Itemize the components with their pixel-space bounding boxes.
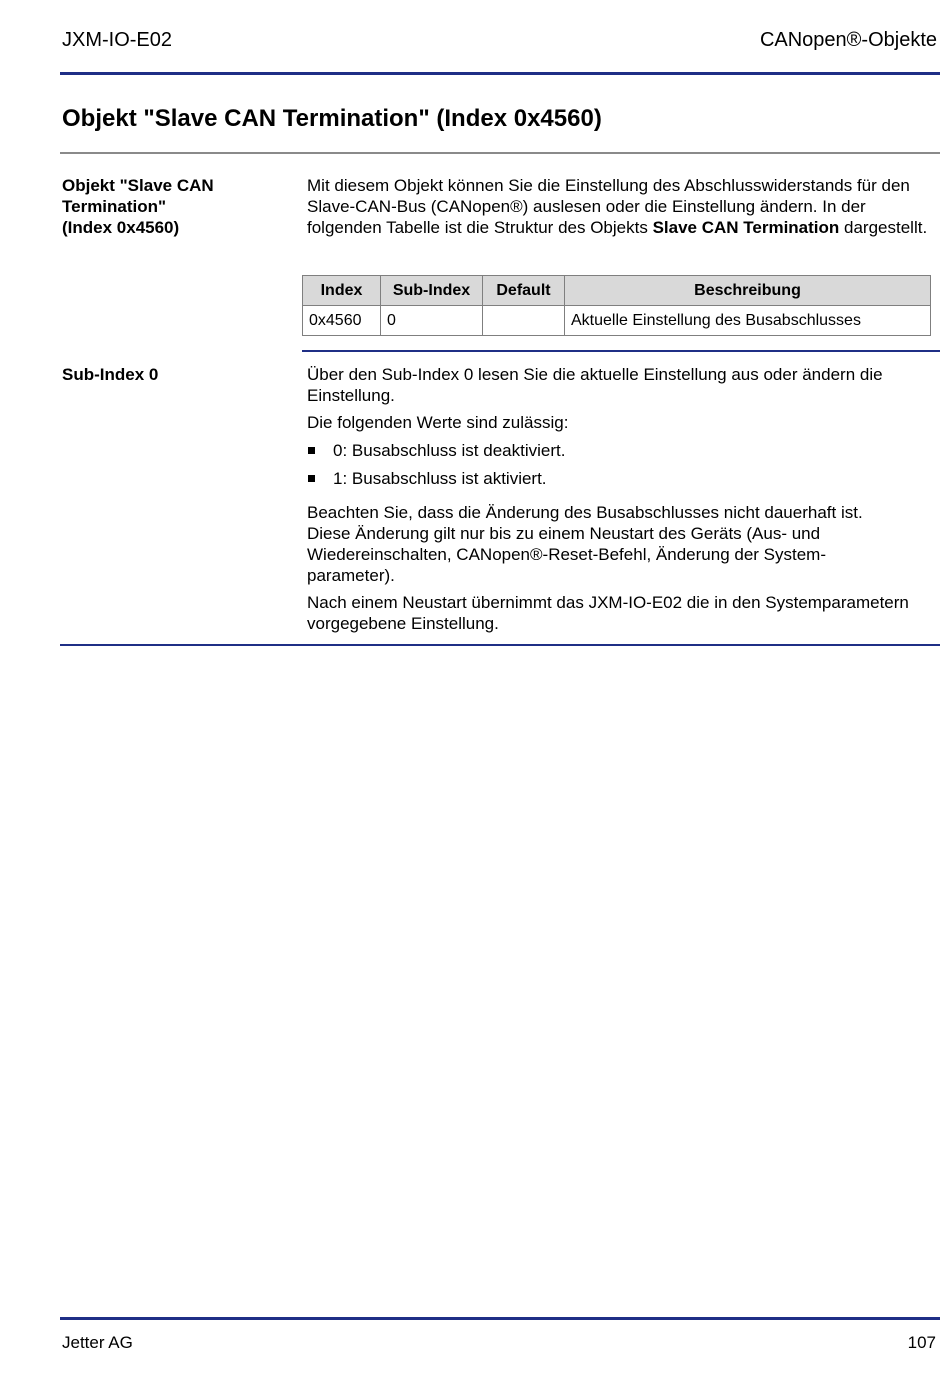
object-structure-table xyxy=(302,275,931,336)
list-item xyxy=(307,440,932,461)
allowed-values-list xyxy=(307,440,932,489)
section-object-label-line: (Index 0x4560) xyxy=(62,218,180,237)
footer-company: Jetter AG xyxy=(62,1333,133,1352)
list-item-text: 0: Busabschluss ist deaktiviert. xyxy=(333,441,566,460)
section-object-label-line: Objekt "Slave CAN xyxy=(62,176,214,195)
table-header-index: Index xyxy=(303,276,381,306)
section-object-label-line: Termination" xyxy=(62,197,167,216)
table-row xyxy=(303,306,931,336)
section-end-rule xyxy=(60,644,940,646)
allowed-values-intro: Die folgenden Werte sind zulässig: xyxy=(307,413,569,432)
table-header-description: Beschreibung xyxy=(565,276,931,306)
header-rule xyxy=(60,72,940,75)
list-item xyxy=(307,468,932,489)
page-number: 107 xyxy=(907,1333,936,1352)
table-cell-default xyxy=(483,306,565,336)
intro-text-end: dargestellt. xyxy=(839,218,928,237)
table-header-default: Default xyxy=(483,276,565,306)
section-object-label xyxy=(62,175,292,238)
note-line: Wiedereinschalten, CANopen®-Reset-Befehl, Änderung der System- xyxy=(307,545,826,564)
header-chapter-title: CANopen®-Objekte xyxy=(759,29,937,51)
note-paragraph xyxy=(307,502,932,586)
footer-rule xyxy=(60,1317,940,1320)
table-header-row xyxy=(303,276,931,306)
header-document-name: JXM-IO-E02 xyxy=(62,29,173,51)
section-separator xyxy=(302,350,940,352)
intro-object-name: Slave CAN Termination xyxy=(652,218,840,237)
page-title: Objekt "Slave CAN Termination" (Index 0x4560) xyxy=(62,105,602,132)
table-cell-index: 0x4560 xyxy=(303,306,381,336)
restart-paragraph: Nach einem Neustart übernimmt das JXM-IO-E02 die in den Systemparametern vorgegebene Einstellung. xyxy=(307,593,909,633)
title-rule xyxy=(60,152,940,154)
bullet-square-icon xyxy=(308,475,315,482)
bullet-square-icon xyxy=(308,447,315,454)
intro-text: Mit diesem Objekt können Sie die Einstellung des Abschlusswiderstands für den Slave-CAN-Bus (CANopen®) auslesen oder die Einstellung ändern. In der folgenden Tabelle ist die Struktur des Objekts xyxy=(307,176,910,237)
list-item-text: 1: Busabschluss ist aktiviert. xyxy=(333,469,547,488)
section-subindex-body xyxy=(307,364,932,634)
note-line: Diese Änderung gilt nur bis zu einem Neustart des Geräts (Aus- und xyxy=(307,524,821,543)
subindex-paragraph: Über den Sub-Index 0 lesen Sie die aktuelle Einstellung aus oder ändern die Einstellung. xyxy=(307,365,883,405)
table-cell-subindex: 0 xyxy=(381,306,483,336)
section-subindex-label: Sub-Index 0 xyxy=(62,365,159,384)
table-cell-description: Aktuelle Einstellung des Busabschlusses xyxy=(565,306,931,336)
note-line: parameter). xyxy=(307,566,395,585)
note-line: Beachten Sie, dass die Änderung des Busabschlusses nicht dauerhaft ist. xyxy=(307,503,863,522)
table-header-subindex: Sub-Index xyxy=(381,276,483,306)
section-object-intro xyxy=(307,175,932,238)
